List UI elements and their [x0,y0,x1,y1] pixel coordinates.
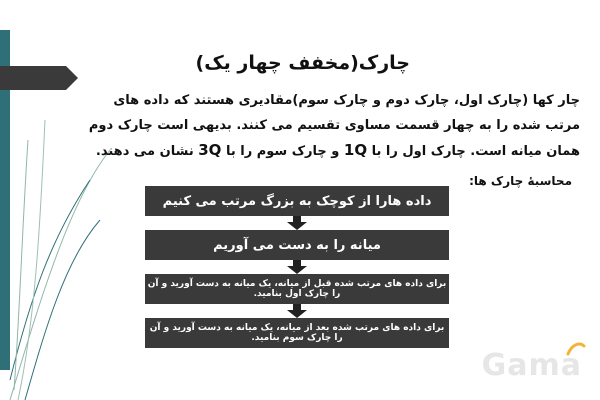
title-arrow-shape [0,66,78,90]
definition-paragraph [80,88,580,164]
step-1-box: داده هارا از کوچک به بزرگ مرتب می کنیم [145,186,449,216]
paragraph-text-2: و چارک سوم را با [221,144,344,159]
slide-title: چارک(مخفف چهار یک) [195,52,410,74]
down-arrow-icon [287,304,307,318]
down-arrow-icon [287,216,307,230]
paragraph-text-1: چار کها (چارک اول، چارک دوم و چارک سوم)مقادیری هستند که داده های مرتب شده را به چهار قسمت مساوی تقسیم می کنند. بدیهی است چارک دوم همان میانه است. چارک اول را با [88,93,580,159]
watermark-swoosh-icon [566,340,586,360]
watermark-logo: Gama [481,348,582,383]
paragraph-text-3: نشان می دهند. [95,144,199,159]
step-2-box: میانه را به دست می آوریم [145,230,449,260]
step-4-box: برای داده های مرتب شده بعد از میانه، یک میانه به دست آورید و آن را چارک سوم بنامید. [145,318,449,348]
q1-label: 1Q [343,141,368,159]
step-3-box: برای داده های مرتب شده قبل از میانه، یک میانه به دست آورید و آن را چارک اول بنامید. [145,274,449,304]
down-arrow-icon [287,260,307,274]
q3-label: 3Q [198,141,222,159]
calculation-subheading: محاسبهٔ چارک ها: [469,174,572,188]
decorative-lines [0,0,120,400]
